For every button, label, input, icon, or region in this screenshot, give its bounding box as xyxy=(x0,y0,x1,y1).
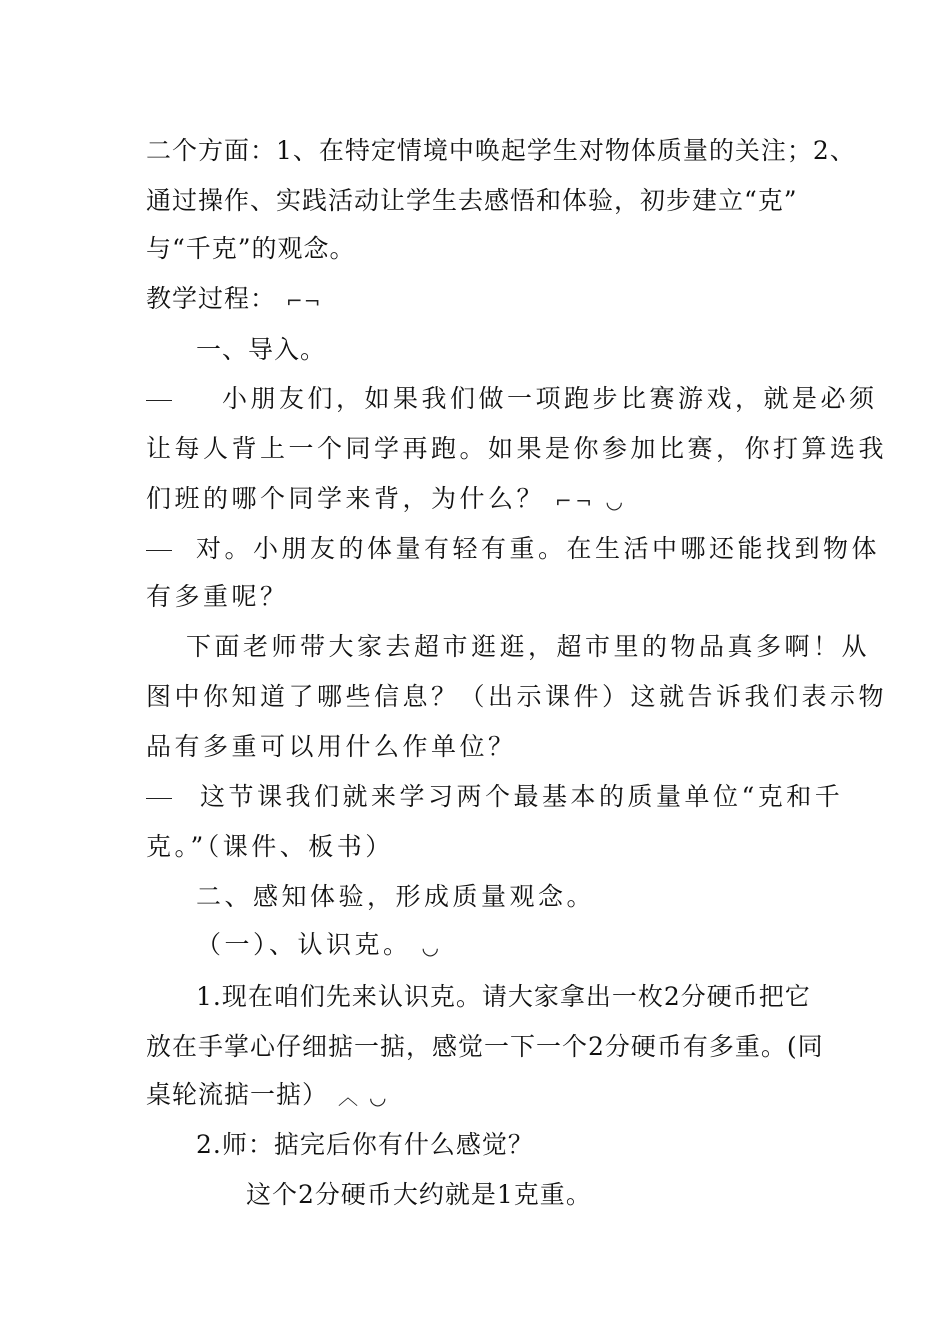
edit-mark-icon: ⌐¬ xyxy=(286,288,322,313)
text-line xyxy=(146,134,856,168)
line-text: 小朋友们，如果我们做一项跑步比赛游戏，就是必须 xyxy=(222,384,878,413)
text-line xyxy=(146,780,844,814)
line-text: 二、感知体验，形成质量观念。 xyxy=(196,882,596,911)
edit-mark-icon: ◡ xyxy=(421,934,443,959)
text-line xyxy=(186,630,871,664)
line-text: 品有多重可以用什么作单位？ xyxy=(146,732,517,761)
section-heading xyxy=(196,333,866,367)
text-line xyxy=(146,184,816,218)
text-line xyxy=(146,482,816,518)
line-text: 下面老师带大家去超市逛逛，超市里的物品真多啊！从 xyxy=(186,632,871,661)
line-text: 与“千克”的观念。 xyxy=(146,234,356,263)
line-text: 对。小朋友的体量有轻有重。在生活中哪还能找到物体 xyxy=(196,534,881,563)
text-line xyxy=(246,1178,916,1212)
line-text: 克。”（课件、板书） xyxy=(146,832,394,861)
text-line xyxy=(146,432,888,466)
line-text: 让每人背上一个同学再跑。如果是你参加比赛，你打算选我 xyxy=(146,434,888,463)
text-line xyxy=(146,382,878,416)
line-text: 们班的哪个同学来背，为什么？ xyxy=(146,484,546,513)
line-text: 教学过程： xyxy=(146,284,277,313)
text-line xyxy=(146,580,816,614)
line-text: 一、导入。 xyxy=(196,335,327,364)
line-text: 这节课我们就来学习两个最基本的质量单位“克和千 xyxy=(200,782,844,811)
text-line xyxy=(196,1128,866,1162)
text-line xyxy=(146,1030,824,1064)
text-line xyxy=(146,232,816,266)
text-line xyxy=(146,1078,816,1114)
dash-marker-icon xyxy=(146,550,172,551)
text-line xyxy=(146,680,888,714)
line-text: 桌轮流掂一掂） xyxy=(146,1080,329,1109)
text-line xyxy=(146,830,816,864)
subsection-heading xyxy=(196,928,866,964)
dash-marker-icon xyxy=(146,798,172,799)
line-text: 放在手掌心仔细掂一掂，感觉一下一个2分硬币有多重。(同 xyxy=(146,1032,824,1061)
line-text: 1.现在咱们先来认识克。请大家拿出一枚2分硬币把它 xyxy=(196,982,811,1011)
text-line xyxy=(146,532,881,566)
line-text: 二个方面：1、在特定情境中唤起学生对物体质量的关注；2、 xyxy=(146,136,856,165)
line-text: （一）、认识克。 xyxy=(196,930,412,959)
section-label xyxy=(146,282,816,318)
line-text: 2.师：掂完后你有什么感觉？ xyxy=(196,1130,534,1159)
text-line xyxy=(196,980,866,1014)
edit-mark-icon: ⌐¬ xyxy=(555,488,596,513)
line-text: 通过操作、实践活动让学生去感悟和体验，初步建立“克” xyxy=(146,186,798,215)
line-text: 图中你知道了哪些信息？（出示课件）这就告诉我们表示物 xyxy=(146,682,888,711)
text-line xyxy=(146,730,816,764)
section-heading xyxy=(196,880,866,914)
dash-marker-icon xyxy=(146,400,172,401)
line-text: 这个2分硬币大约就是1克重。 xyxy=(246,1180,592,1209)
edit-mark-icon: ◡ xyxy=(369,1084,388,1109)
line-text: 有多重呢？ xyxy=(146,582,289,611)
edit-mark-icon: ︿ xyxy=(338,1084,360,1109)
edit-mark-icon: ◡ xyxy=(605,488,627,513)
